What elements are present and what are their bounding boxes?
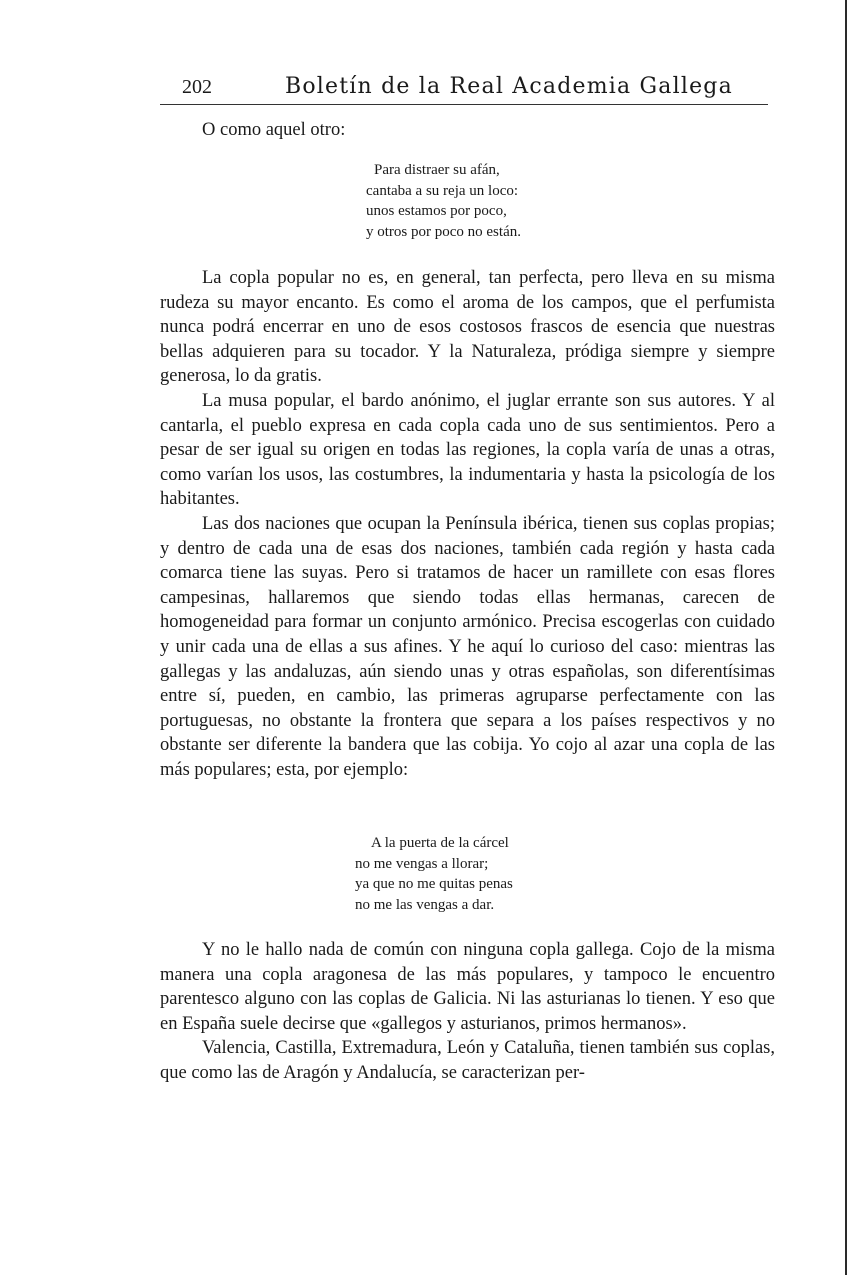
verse-quote-1: [366, 160, 521, 242]
verse-quote-2: [355, 833, 513, 915]
paragraph: La copla popular no es, en general, tan perfecta, pero lleva en su misma rudeza su mayor encanto. Es como el aroma de los campos, que el perfumista nunca podrá encerrar en uno de esos costosos frascos de esencia que nuestras bellas adquieren para su tocador. Y la Naturaleza, pródiga siempre y siempre generosa, lo da gratis.: [160, 268, 775, 387]
header-rule: [160, 104, 768, 105]
verse-line: A la puerta de la cárcel: [371, 835, 509, 851]
verse-line: Para distraer su afán,: [374, 162, 500, 178]
body-block-1: [160, 266, 775, 782]
verse-line: ya que no me quitas penas: [355, 876, 513, 892]
verse-line: cantaba a su reja un loco:: [366, 182, 519, 199]
paragraph: Y no le hallo nada de común con ninguna copla gallega. Cojo de la misma manera una copla aragonesa de las más populares, y tampoco le encuentro parentesco alguno con las coplas de Galicia. Ni las asturianas lo tienen. Y eso que en España suele decirse que «gallegos y asturianos, primos hermanos».: [160, 940, 775, 1034]
page-number: 202: [182, 76, 212, 98]
intro-line: O como aquel otro:: [202, 120, 346, 140]
page-header: [160, 74, 768, 104]
verse-line: no me las vengas a dar.: [355, 896, 495, 913]
verse-line: no me vengas a llorar;: [355, 855, 489, 872]
verse-line: y otros por poco no están.: [366, 223, 521, 240]
paragraph: La musa popular, el bardo anónimo, el juglar errante son sus autores. Y al cantarla, el pueblo expresa en cada copla cada uno de sus sentimientos. Pero a pesar de ser igual su origen en todas las regiones, la copla varía de unas a otras, como varían los usos, las costumbres, la indumentaria y hasta la psicología de los habitantes.: [160, 390, 775, 510]
verse-line: unos estamos por poco,: [366, 203, 507, 219]
body-block-2: [160, 938, 775, 1086]
paragraph: Las dos naciones que ocupan la Península ibérica, tienen sus coplas propias; y dentro de cada una de esas dos naciones, también cada región y hasta cada comarca tiene las suyas. Pero si tratamos de hacer un ramillete con esas flores campesinas, hallaremos que siendo todas ellas hermanas, carecen de homogeneidad para formar un conjunto armónico. Precisa escogerlas con cuidado y unir cada una de ellas a sus afines. Y he aquí lo curioso del caso: mientras las gallegas y las andaluzas, aún siendo unas y otras españolas, son diferentísimas entre sí, pueden, en cambio, las primeras agruparse perfectamente con las portuguesas, no obstante la frontera que separa a los países respectivos y no obstante ser diferente la bandera que las cobija. Yo cojo al azar una copla de las más populares; esta, por ejemplo:: [160, 513, 775, 780]
paragraph: Valencia, Castilla, Extremadura, León y Cataluña, tienen también sus coplas, que como las de Aragón y Andalucía, se caracterizan per-: [160, 1038, 775, 1083]
page-edge-rule: [845, 0, 847, 1275]
running-title: Boletín de la Real Academia Gallega: [285, 74, 733, 99]
